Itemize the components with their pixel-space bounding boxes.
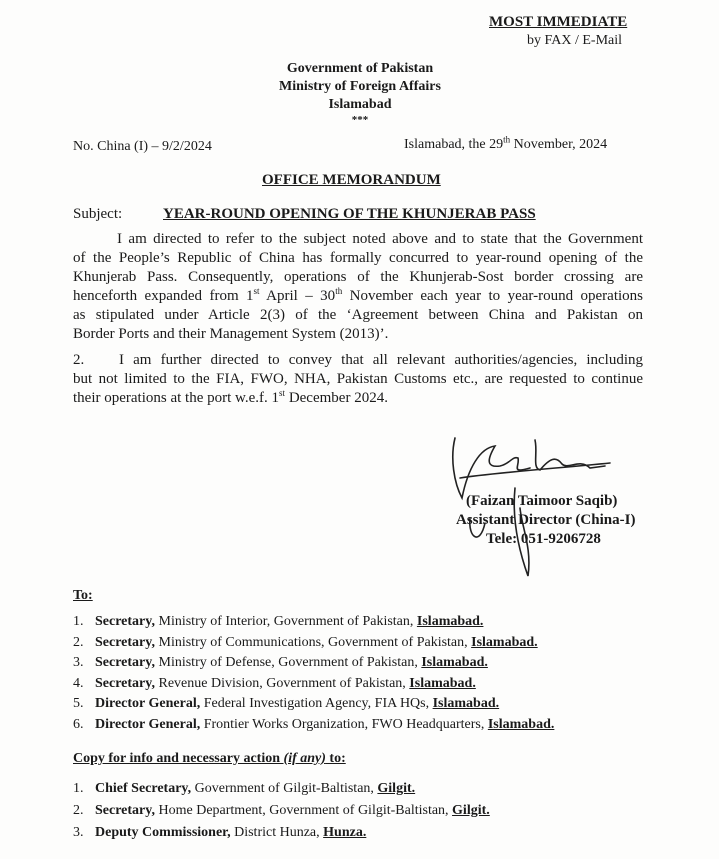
recipient-item — [73, 674, 554, 695]
recipient-org: Home Department, Government of Gilgit-Baltistan, — [155, 803, 453, 818]
recipient-role: Chief Secretary, — [95, 781, 192, 796]
para2-line: their operations at the port w.e.f. 1st December 2024. — [73, 388, 388, 406]
copy-list — [73, 778, 490, 844]
subject-text: YEAR-ROUND OPENING OF THE KHUNJERAB PASS — [163, 206, 536, 222]
recipient-number: 1. — [73, 614, 84, 629]
document-type: OFFICE MEMORANDUM — [262, 172, 441, 188]
recipient-item — [73, 822, 490, 844]
recipient-role: Director General, — [95, 716, 201, 732]
to-label: To: — [73, 588, 93, 603]
to-list — [73, 612, 554, 735]
recipient-number: 3. — [73, 825, 84, 840]
recipient-item — [73, 694, 554, 715]
signatory-title: Assistant Director (China-I) — [456, 512, 636, 528]
letterhead-stars: *** — [351, 114, 369, 126]
recipient-number: 1. — [73, 781, 84, 796]
recipient-role: Deputy Commissioner, — [95, 825, 231, 840]
paragraph-2 — [73, 351, 643, 408]
recipient-place: Islamabad. — [487, 716, 555, 732]
recipient-place: Hunza. — [323, 825, 367, 840]
recipient-item — [73, 633, 554, 654]
recipient-number: 4. — [73, 675, 84, 691]
para2-line: I am further directed to convey that all relevant authorities/agencies, including — [119, 352, 643, 368]
recipient-role: Secretary, — [95, 634, 155, 650]
signatory-name: (Faizan Taimoor Saqib) — [466, 493, 618, 509]
recipient-org: Frontier Works Organization, FWO Headquarters, — [200, 716, 488, 732]
letterhead-government: Government of Pakistan — [286, 61, 434, 76]
recipient-number: 5. — [73, 696, 84, 711]
letterhead-ministry: Ministry of Foreign Affairs — [279, 79, 441, 94]
recipient-role: Secretary, — [95, 614, 155, 629]
priority-label: MOST IMMEDIATE — [489, 14, 628, 30]
para1-line: Border Ports and their Management System (2013)’. — [73, 326, 389, 342]
recipient-org: Ministry of Defense, Government of Pakistan, — [155, 655, 422, 670]
recipient-place: Gilgit. — [377, 781, 416, 796]
recipient-org: Government of Gilgit-Baltistan, — [191, 781, 378, 796]
para1-line: as stipulated under Article 2(3) of the ‘Agreement between China and Pakistan on — [73, 307, 643, 323]
letterhead — [260, 60, 460, 126]
recipient-number: 2. — [73, 634, 84, 650]
recipient-role: Secretary, — [95, 655, 155, 670]
letterhead-city: Islamabad — [328, 97, 392, 112]
recipient-place: Islamabad. — [409, 675, 476, 691]
paragraph-1 — [73, 230, 643, 344]
delivery-method: by FAX / E-Mail — [527, 33, 623, 48]
para2-number: 2. — [73, 352, 85, 368]
recipient-item — [73, 778, 490, 800]
recipient-number: 2. — [73, 803, 84, 818]
recipient-place: Islamabad. — [471, 634, 538, 650]
recipient-org: Revenue Division, Government of Pakistan, — [155, 675, 410, 691]
recipient-place: Islamabad. — [432, 696, 500, 711]
recipient-org: Ministry of Communications, Government of Pakistan, — [155, 634, 472, 650]
recipient-number: 3. — [73, 655, 84, 670]
recipient-item — [73, 653, 554, 674]
signatory-tele: Tele: 051-9206728 — [486, 531, 601, 547]
subject-label: Subject: — [73, 206, 123, 222]
place-date: Islamabad, the 29th November, 2024 — [404, 134, 608, 152]
recipient-role: Secretary, — [95, 675, 155, 691]
reference-number: No. China (I) – 9/2/2024 — [73, 139, 212, 154]
recipient-item — [73, 715, 554, 736]
signatory-block — [456, 492, 636, 549]
recipient-org: District Hunza, — [230, 825, 324, 840]
recipient-item — [73, 800, 490, 822]
para1-line: of the People’s Republic of China has formally concurred to year-round opening of the — [73, 250, 643, 266]
recipient-role: Director General, — [95, 696, 201, 711]
recipient-number: 6. — [73, 716, 84, 732]
recipient-org: Federal Investigation Agency, FIA HQs, — [200, 696, 433, 711]
para1-line: Khunjerab Pass. Consequently, operations of the Khunjerab-Sost border crossing are — [73, 269, 643, 285]
recipient-place: Islamabad. — [416, 614, 484, 629]
para2-line: but not limited to the FIA, FWO, NHA, Pakistan Customs etc., are requested to continue — [73, 371, 643, 387]
recipient-item — [73, 612, 554, 633]
copy-label: Copy for info and necessary action (if any) to: — [73, 751, 346, 766]
recipient-place: Gilgit. — [452, 803, 490, 818]
recipient-place: Islamabad. — [421, 655, 488, 670]
para2-first-line — [73, 351, 643, 370]
recipient-role: Secretary, — [95, 803, 155, 818]
para1-line: I am directed to refer to the subject noted above and to state that the Government — [117, 231, 643, 247]
para1-line: henceforth expanded from 1st April – 30th November each year to year-round operations — [73, 286, 644, 304]
recipient-org: Ministry of Interior, Government of Pakistan, — [155, 614, 417, 629]
